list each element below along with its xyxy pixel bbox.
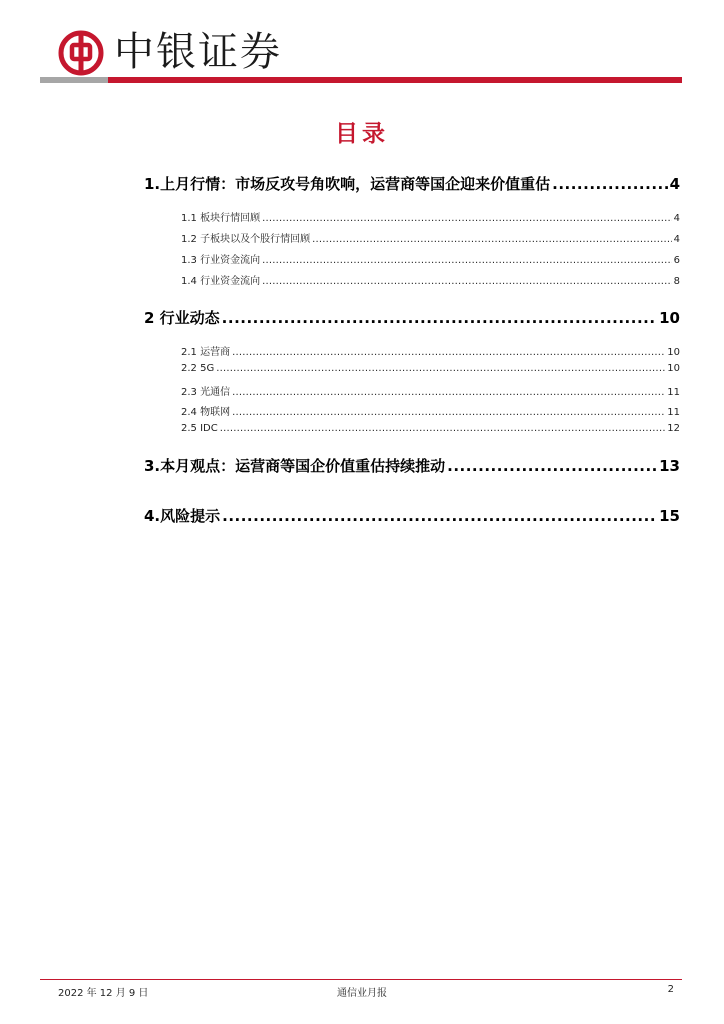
toc-entry-title: 1.2 子板块以及个股行情回顾 [181,234,311,245]
toc-leader [312,234,672,245]
toc-entry-page: 11 [667,387,680,398]
toc-entry[interactable] [181,383,680,397]
footer-date: 2022 年 12 月 9 日 [58,988,149,999]
toc-leader [232,347,665,358]
toc-entry[interactable] [181,403,680,417]
toc-entry[interactable] [181,272,680,286]
toc-leader [232,387,665,398]
toc-entry-page: 15 [659,507,680,525]
toc-entry-title: 1.1 板块行情回顾 [181,213,261,224]
toc-entry-title: 2.5 IDC [181,423,218,434]
toc-leader [222,309,657,327]
toc-entry-title: 2.4 物联网 [181,407,231,418]
toc-leader [222,507,657,525]
toc-entry-title: 1.上月行情：市场反攻号角吹响，运营商等国企迎来价值重估 [144,175,551,193]
toc-entry[interactable] [181,230,680,244]
toc-entry-page: 12 [667,423,680,434]
brand-name: 中银证券 [114,29,282,75]
footer-page-number: 2 [667,984,674,995]
bank-of-china-logo-icon [58,30,104,76]
toc-leader [216,363,665,374]
toc-entry-page: 11 [667,407,680,418]
toc-entry-title: 2.1 运营商 [181,347,231,358]
toc-entry-page: 4 [669,175,680,193]
toc-entry[interactable] [181,209,680,223]
header-rule-gray [40,77,108,83]
header-rule-red [108,77,682,83]
toc-entry-page: 4 [673,234,680,245]
toc-entry-page: 6 [673,255,680,266]
page-header [0,0,724,90]
toc-entry[interactable] [181,251,680,265]
toc-entry[interactable] [181,423,680,437]
toc-entry-page: 8 [673,276,680,287]
toc-entry-title: 2.3 光通信 [181,387,231,398]
toc-entry-title: 3.本月观点：运营商等国企价值重估持续推动 [144,457,446,475]
toc-leader [232,407,665,418]
toc-leader [262,255,672,266]
toc-entry-page: 13 [659,457,680,475]
toc-leader [262,276,672,287]
toc-leader [262,213,672,224]
page-title: 目录 [335,121,389,147]
toc-entry[interactable] [144,173,680,193]
footer-report-name: 通信业月报 [337,988,387,999]
toc-leader [447,457,657,475]
toc-entry-page: 10 [667,347,680,358]
toc-entry-page: 10 [659,309,680,327]
toc-entry-page: 10 [667,363,680,374]
toc-entry[interactable] [144,307,680,327]
footer-rule [40,979,682,980]
toc-entry-title: 1.4 行业资金流向 [181,276,261,287]
toc-entry[interactable] [144,455,680,475]
toc-entry-title: 2.2 5G [181,363,215,374]
toc-leader [220,423,666,434]
toc-entry-title: 4.风险提示 [144,507,221,525]
toc-leader [552,175,667,193]
toc-entry[interactable] [181,343,680,357]
toc-entry[interactable] [181,363,680,377]
toc-entry[interactable] [144,505,680,525]
toc-entry-title: 2 行业动态 [144,309,220,327]
toc-entry-title: 1.3 行业资金流向 [181,255,261,266]
toc-entry-page: 4 [673,213,680,224]
